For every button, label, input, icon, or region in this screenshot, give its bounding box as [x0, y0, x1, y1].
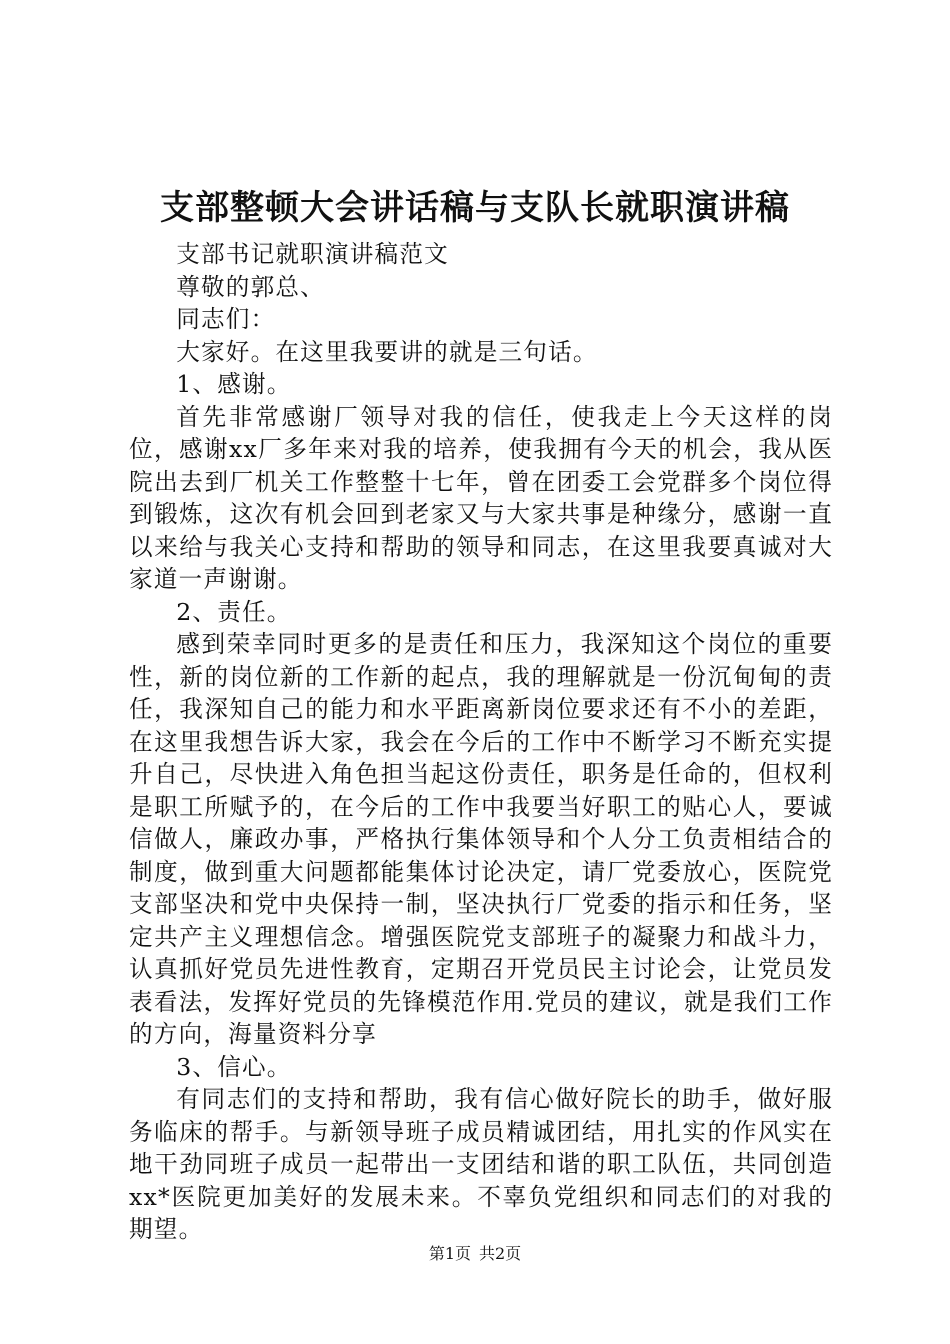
page-footer: [0, 1244, 950, 1264]
page-number-current: 第1页: [428, 1244, 471, 1263]
document-body: [129, 238, 833, 1246]
body-paragraph: 有同志们的支持和帮助，我有信心做好院长的助手，做好服务临床的帮手。与新领导班子成员精诚团结，用扎实的作风实在地干劲同班子成员一起带出一支团结和谐的职工队伍，共同创造xx*医院更加美好的发展未来。不辜负党组织和同志们的对我的期望。: [129, 1085, 833, 1243]
body-paragraph: 首先非常感谢厂领导对我的信任，使我走上今天这样的岗位，感谢xx厂多年来对我的培养，使我拥有今天的机会，我从医院出去到厂机关工作整整十七年，曾在团委工会党群多个岗位得到锻炼，这次有机会回到老家又与大家共事是种缘分，感谢一直以来给与我关心支持和帮助的领导和同志，在这里我要真诚对大家道一声谢谢。: [129, 402, 833, 593]
document-title: 支部整顿大会讲话稿与支队长就职演讲稿: [160, 188, 790, 228]
greeting-paragraph: 大家好。在这里我要讲的就是三句话。: [176, 337, 598, 366]
section-heading: 3、信心。: [176, 1052, 292, 1081]
body-paragraph: 感到荣幸同时更多的是责任和压力，我深知这个岗位的重要性，新的岗位新的工作新的起点，我的理解就是一份沉甸甸的责任，我深知自己的能力和水平距离新岗位要求还有不小的差距，在这里我想告诉大家，我会在今后的工作中不断学习不断充实提升自己，尽快进入角色担当起这份责任，职务是任命的，但权利是职工所赋予的，在今后的工作中我要当好职工的贴心人，要诚信做人，廉政办事，严格执行集体领导和个人分工负责相结合的制度，做到重大问题都能集体讨论决定，请厂党委放心，医院党支部坚决和党中央保持一制，坚决执行厂党委的指示和任务，坚定共产主义理想信念。增强医院党支部班子的凝聚力和战斗力，认真抓好党员先进性教育，定期召开党员民主讨论会，让党员发表看法，发挥好党员的先锋模范作用.党员的建议，就是我们工作的方向，海量资料分享: [129, 630, 833, 1048]
salutation-paragraph: 尊敬的郭总、: [176, 272, 325, 301]
section-heading: 2、责任。: [176, 597, 292, 626]
page-number-total: 共2页: [479, 1244, 522, 1263]
salutation-paragraph: 同志们：: [176, 305, 276, 333]
section-heading: 1、感谢。: [176, 370, 292, 398]
subtitle-paragraph: 支部书记就职演讲稿范文: [176, 240, 449, 268]
